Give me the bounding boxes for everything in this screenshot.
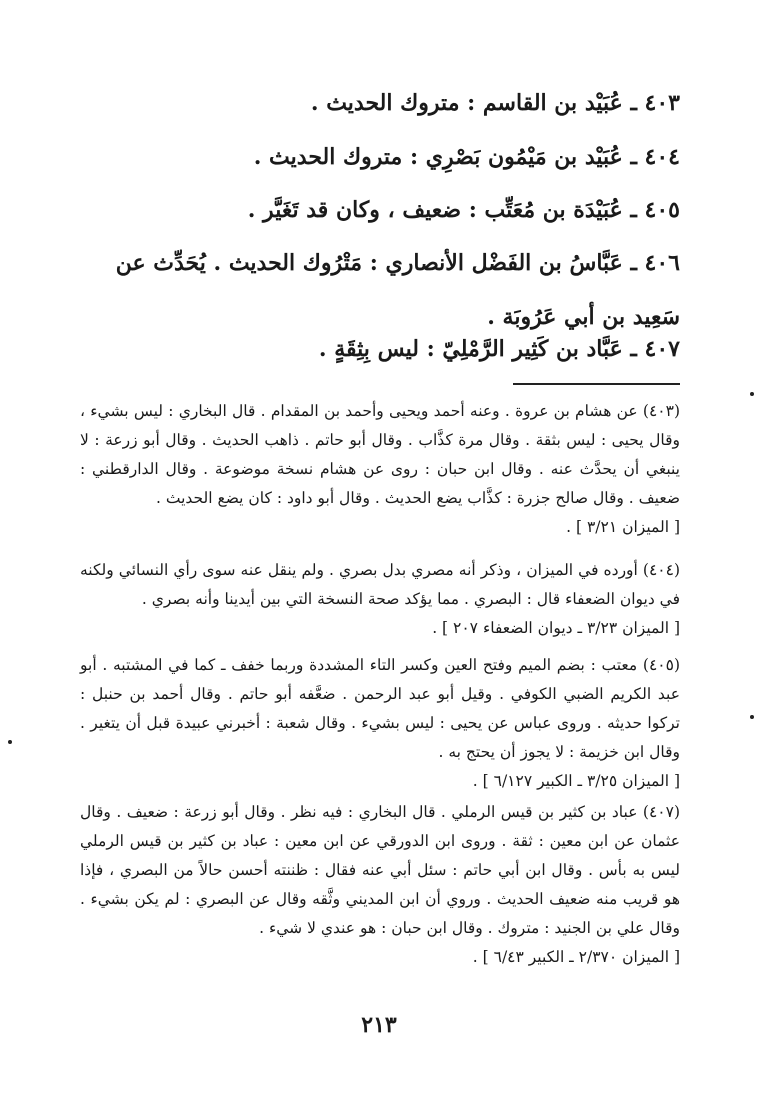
footnote-reference: [ الميزان ٣/٢٣ ـ ديوان الضعفاء ٢٠٧ ] . <box>432 619 680 637</box>
entry-403: ٤٠٣ ـ عُبَيْد بن القاسم : متروك الحديث . <box>310 90 680 116</box>
footnote-text: (٤٠٥) معتب : بضم الميم وفتح العين وكسر التاء المشددة وربما خفف ـ كما في المشتبه . أبو عبد الكريم الضبي الكوفي . وقيل أبو عبد الرحمن . ضعَّفه أبو حاتم . وقال أحمد بن حنبل : تركوا حديثه . وروى عباس عن يحيى : ليس بشيء . وقال شعبة : أخبرني عبيدة قبل أن يتغير . وقال ابن خزيمة : لا يجوز أن يحتج به . <box>80 656 680 761</box>
scan-mark <box>750 715 754 719</box>
footnote-reference: [ الميزان ٢/٣٧٠ ـ الكبير ٦/٤٣ ] . <box>472 948 680 966</box>
footnote-403 <box>80 397 680 542</box>
page-number: ٢١٣ <box>361 1012 397 1038</box>
entry-405: ٤٠٥ ـ عُبَيْدَة بن مُعَتِّب : ضعيف ، وكان قد تَغَيَّر . <box>247 197 680 223</box>
footnote-407 <box>80 798 680 972</box>
footnote-text: (٤٠٤) أورده في الميزان ، وذكر أنه مصري بدل بصري . ولم ينقل عنه سوى رأي النسائي ولكنه في ديوان الضعفاء قال : البصري . مما يؤكد صحة النسخة التي بين أيدينا وأنه بصري . <box>80 561 680 608</box>
entry-406: ٤٠٦ ـ عَبَّاسُ بن الفَضْل الأنصاري : مَتْرُوك الحديث . يُحَدِّث عن سَعِيد بن أبي عَرُوبَة . <box>115 250 680 330</box>
entry-407: ٤٠٧ ـ عَبَّاد بن كَثِير الرَّمْلِيّ : ليس بِثِقَةٍ . <box>318 336 680 362</box>
footnote-text: (٤٠٧) عباد بن كثير بن قيس الرملي . قال البخاري : فيه نظر . وقال أبو زرعة : ضعيف . وقال عثمان عن ابن معين : ثقة . وروى ابن الدورقي عن ابن معين : عباد بن كثير بن قيس الرملي ليس به بأس . وقال ابن أبي حاتم : سئل أبي عنه فقال : ظننته أحسن حالاً من البصري ، فإذا هو قريب منه ضعيف الحديث . وروي أن ابن المديني وثَّقه وقال عن البصري : لم يكن بشيء . وقال علي بن الجنيد : متروك . وقال ابن حبان : هو عندي لا شيء . <box>80 803 680 937</box>
footnote-405 <box>80 651 680 796</box>
footnote-separator <box>513 383 680 385</box>
footnote-text: (٤٠٣) عن هشام بن عروة . وعنه أحمد ويحيى وأحمد بن المقدام . قال البخاري : ليس بشيء ، وقال يحيى : ليس بثقة . وقال مرة كذَّاب . وقال أبو حاتم . ذاهب الحديث . وقال أبو زرعة : لا ينبغي أن يحدَّث عنه . وقال ابن حبان : روى عن هشام نسخة موضوعة . وقال الدارقطني : ضعيف . وقال صالح جزرة : كذَّاب يضع الحديث . وقال أبو داود : كان يضع الحديث . <box>80 402 680 507</box>
footnote-404 <box>80 556 680 643</box>
scan-mark <box>750 392 754 396</box>
footnote-reference: [ الميزان ٣/٢٥ ـ الكبير ٦/١٢٧ ] . <box>472 772 680 790</box>
footnote-reference: [ الميزان ٣/٢١ ] . <box>566 518 680 536</box>
scan-mark <box>8 740 12 744</box>
entry-404: ٤٠٤ ـ عُبَيْد بن مَيْمُون بَصْرِي : متروك الحديث . <box>253 144 680 170</box>
